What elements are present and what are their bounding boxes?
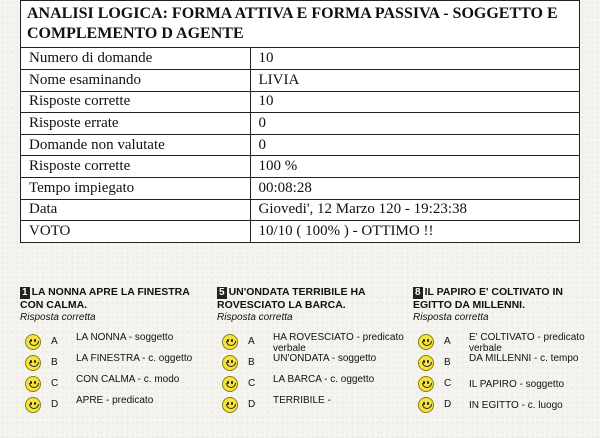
row-label: Data bbox=[21, 199, 250, 221]
option-letter: B bbox=[248, 357, 255, 368]
smiley-icon bbox=[25, 334, 41, 350]
row-value: 100 % bbox=[250, 156, 579, 178]
row-value: 10 bbox=[250, 48, 579, 70]
answer-option[interactable] bbox=[217, 332, 412, 353]
option-text: LA FINESTRA - c. oggetto bbox=[76, 353, 193, 364]
question-text: LA NONNA APRE LA FINESTRA CON CALMA. bbox=[20, 286, 190, 311]
table-row bbox=[21, 178, 579, 200]
options-list bbox=[20, 332, 215, 416]
table-row bbox=[21, 91, 579, 113]
report-title: ANALISI LOGICA: FORMA ATTIVA E FORMA PASSIVA - SOGGETTO E COMPLEMENTO D AGENTE bbox=[21, 1, 579, 48]
option-letter: C bbox=[248, 378, 256, 389]
option-letter: C bbox=[444, 378, 452, 389]
option-text: E' COLTIVATO - predicato verbale bbox=[469, 332, 585, 354]
option-text: IN EGITTO - c. luogo bbox=[469, 400, 563, 411]
options-list bbox=[217, 332, 412, 416]
options-list bbox=[413, 332, 598, 416]
row-value: 10/10 ( 100% ) - OTTIMO !! bbox=[250, 221, 579, 243]
answer-option[interactable] bbox=[217, 353, 412, 374]
smiley-icon bbox=[418, 334, 434, 350]
smiley-icon bbox=[25, 355, 41, 371]
row-value: 0 bbox=[250, 134, 579, 156]
row-value: 10 bbox=[250, 91, 579, 113]
smiley-icon bbox=[418, 397, 434, 413]
option-letter: A bbox=[248, 336, 255, 347]
table-row bbox=[21, 70, 579, 92]
answer-option[interactable] bbox=[20, 395, 215, 416]
question-text: IL PAPIRO E' COLTIVATO IN EGITTO DA MILLENNI. bbox=[413, 286, 563, 311]
option-letter: A bbox=[444, 336, 451, 347]
row-value: Giovedi', 12 Marzo 120 - 19:23:38 bbox=[250, 199, 579, 221]
question-number: 1 bbox=[22, 287, 28, 298]
row-label: VOTO bbox=[21, 221, 250, 243]
questions-area bbox=[0, 286, 600, 438]
option-text: DA MILLENNI - c. tempo bbox=[469, 353, 579, 364]
option-letter: A bbox=[51, 336, 58, 347]
question-card bbox=[20, 286, 215, 416]
row-label: Risposte corrette bbox=[21, 156, 250, 178]
answer-option[interactable] bbox=[413, 374, 598, 395]
stats-table bbox=[21, 48, 579, 242]
answer-option[interactable] bbox=[217, 395, 412, 416]
option-text: UN'ONDATA - soggetto bbox=[273, 353, 377, 364]
row-label: Numero di domande bbox=[21, 48, 250, 70]
answer-option[interactable] bbox=[20, 332, 215, 353]
question-status: Risposta corretta bbox=[217, 312, 293, 323]
smiley-icon bbox=[418, 355, 434, 371]
option-letter: D bbox=[51, 399, 59, 410]
row-value: 0 bbox=[250, 113, 579, 135]
table-row bbox=[21, 48, 579, 70]
option-letter: C bbox=[51, 378, 59, 389]
option-text: LA NONNA - soggetto bbox=[76, 332, 174, 343]
row-label: Risposte errate bbox=[21, 113, 250, 135]
table-row bbox=[21, 199, 579, 221]
row-label: Nome esaminando bbox=[21, 70, 250, 92]
answer-option[interactable] bbox=[20, 353, 215, 374]
row-label: Tempo impiegato bbox=[21, 178, 250, 200]
option-letter: B bbox=[444, 357, 451, 368]
answer-option[interactable] bbox=[217, 374, 412, 395]
table-row bbox=[21, 156, 579, 178]
row-label: Risposte corrette bbox=[21, 91, 250, 113]
report-panel bbox=[20, 0, 580, 243]
option-text: HA ROVESCIATO - predicato verbale bbox=[273, 332, 404, 354]
answer-option[interactable] bbox=[413, 332, 598, 353]
option-text: IL PAPIRO - soggetto bbox=[469, 379, 565, 390]
row-value: 00:08:28 bbox=[250, 178, 579, 200]
answer-option[interactable] bbox=[20, 374, 215, 395]
option-letter: D bbox=[444, 399, 452, 410]
smiley-icon bbox=[418, 376, 434, 392]
table-row bbox=[21, 113, 579, 135]
question-status: Risposta corretta bbox=[413, 312, 489, 323]
question-header bbox=[20, 286, 215, 311]
question-card bbox=[217, 286, 412, 416]
smiley-icon bbox=[222, 397, 238, 413]
question-header bbox=[413, 286, 598, 311]
option-letter: D bbox=[248, 399, 256, 410]
smiley-icon bbox=[222, 355, 238, 371]
answer-option[interactable] bbox=[413, 395, 598, 416]
table-row bbox=[21, 221, 579, 243]
question-number: 8 bbox=[415, 287, 421, 298]
row-value: LIVIA bbox=[250, 70, 579, 92]
question-card bbox=[413, 286, 598, 416]
option-text: TERRIBILE - bbox=[273, 395, 331, 406]
option-text: APRE - predicato bbox=[76, 395, 154, 406]
question-text: UN'ONDATA TERRIBILE HA ROVESCIATO LA BARCA. bbox=[217, 286, 366, 311]
table-row bbox=[21, 134, 579, 156]
question-header bbox=[217, 286, 412, 311]
option-letter: B bbox=[51, 357, 58, 368]
question-number: 5 bbox=[219, 287, 225, 298]
smiley-icon bbox=[222, 334, 238, 350]
smiley-icon bbox=[25, 376, 41, 392]
row-label: Domande non valutate bbox=[21, 134, 250, 156]
answer-option[interactable] bbox=[413, 353, 598, 374]
smiley-icon bbox=[222, 376, 238, 392]
smiley-icon bbox=[25, 397, 41, 413]
option-text: LA BARCA - c. oggetto bbox=[273, 374, 375, 385]
question-status: Risposta corretta bbox=[20, 312, 96, 323]
option-text: CON CALMA - c. modo bbox=[76, 374, 180, 385]
